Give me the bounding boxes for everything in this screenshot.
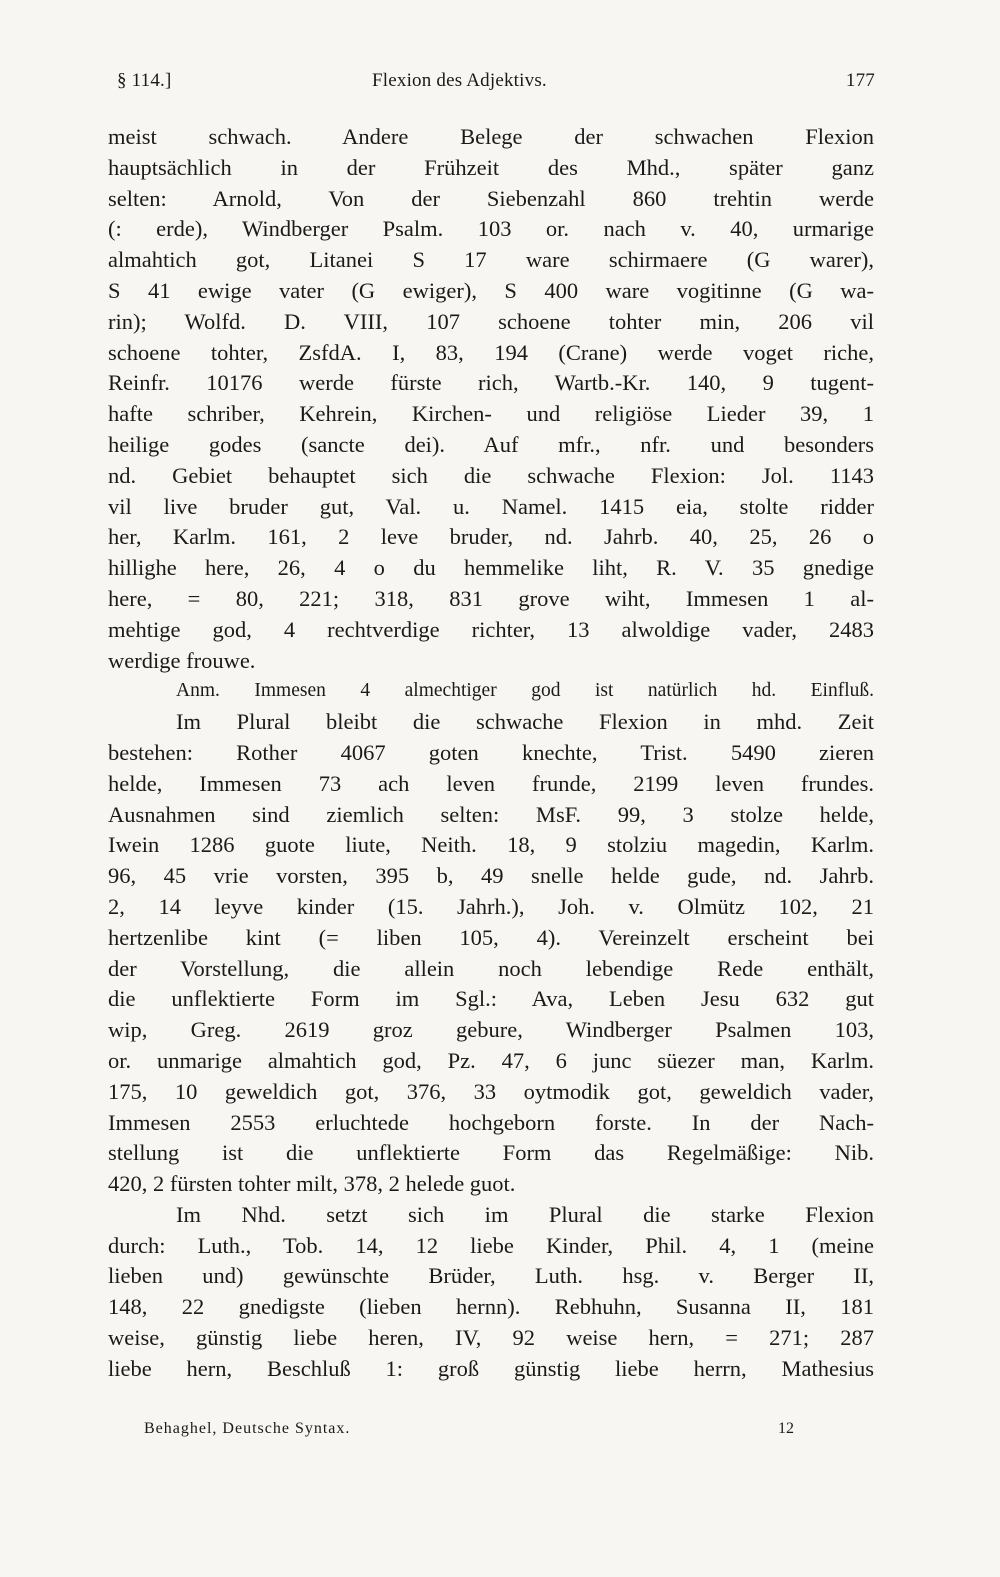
text-line: schoene tohter, ZsfdA. I, 83, 194 (Crane) werde voget riche, (108, 339, 874, 365)
text-line: selten: Arnold, Von der Siebenzahl 860 trehtin werde (108, 185, 874, 211)
text-line: stellung ist die unflektierte Form das Regelmäßige: Nib. (108, 1140, 874, 1166)
text-line: hauptsächlich in der Frühzeit des Mhd., später ganz (108, 154, 874, 180)
text-line: 2, 14 leyve kinder (15. Jahrh.), Joh. v. Olmütz 102, 21 (108, 893, 874, 919)
text-line: durch: Luth., Tob. 14, 12 liebe Kinder, Phil. 4, 1 (meine (108, 1232, 874, 1258)
text-line: weise, günstig liebe heren, IV, 92 weise hern, = 271; 287 (108, 1325, 874, 1351)
text-line: hertzenlibe kint (= liben 105, 4). Vereinzelt erscheint bei (108, 924, 874, 950)
text-line: Ausnahmen sind ziemlich selten: MsF. 99, 3 stolze helde, (108, 801, 874, 827)
text-line: wip, Greg. 2619 groz gebure, Windberger Psalmen 103, (108, 1017, 874, 1043)
body-text (108, 122, 874, 1385)
text-line: der Vorstellung, die allein noch lebendige Rede enthält, (108, 955, 874, 981)
text-line: (: erde), Windberger Psalm. 103 or. nach v. 40, urmarige (108, 216, 874, 242)
text-line: almahtich got, Litanei S 17 ware schirmaere (G warer), (108, 247, 874, 273)
signature-line: Behaghel, Deutsche Syntax. (144, 1420, 351, 1437)
text-line: here, = 80, 221; 318, 831 grove wiht, Immesen 1 al- (108, 585, 874, 611)
text-line: bestehen: Rother 4067 goten knechte, Trist. 5490 zieren (108, 739, 874, 765)
text-line: her, Karlm. 161, 2 leve bruder, nd. Jahrb. 40, 25, 26 o (108, 524, 874, 550)
text-line: meist schwach. Andere Belege der schwachen Flexion (108, 124, 874, 149)
page-number: 177 (845, 70, 875, 91)
text-line: 420, 2 fürsten tohter milt, 378, 2 helede guot. (108, 1171, 516, 1197)
text-line: S 41 ewige vater (G ewiger), S 400 ware vogitinne (G wa- (108, 277, 874, 303)
text-line: liebe hern, Beschluß 1: groß günstig liebe herrn, Mathesius (108, 1355, 874, 1381)
section-number: § 114.] (117, 70, 172, 91)
text-line: 175, 10 geweldich got, 376, 33 oytmodik got, geweldich vader, (108, 1078, 874, 1104)
annotation-note: Anm. Immesen 4 almechtiger god ist natürlich hd. Einfluß. (176, 680, 874, 702)
text-line: werdige frouwe. (108, 647, 256, 673)
text-line: helde, Immesen 73 ach leven frunde, 2199 leven frundes. (108, 770, 874, 796)
text-line: Reinfr. 10176 werde fürste rich, Wartb.-Kr. 140, 9 tugent- (108, 370, 874, 396)
text-line: Iwein 1286 guote liute, Neith. 18, 9 stolziu magedin, Karlm. (108, 832, 874, 858)
text-line: lieben und) gewünschte Brüder, Luth. hsg. v. Berger II, (108, 1263, 874, 1289)
text-line: die unflektierte Form im Sgl.: Ava, Leben Jesu 632 gut (108, 986, 874, 1012)
text-line: heilige godes (sancte dei). Auf mfr., nfr. und besonders (108, 431, 874, 457)
text-line: or. unmarige almahtich god, Pz. 47, 6 junc süezer man, Karlm. (108, 1047, 874, 1073)
running-title: Flexion des Adjektivs. (372, 70, 547, 91)
text-line: Im Nhd. setzt sich im Plural die starke Flexion (176, 1201, 874, 1227)
text-line: nd. Gebiet behauptet sich die schwache Flexion: Jol. 1143 (108, 462, 874, 488)
text-line: Immesen 2553 erluchtede hochgeborn forste. In der Nach- (108, 1109, 874, 1135)
text-line: hafte schriber, Kehrein, Kirchen- und religiöse Lieder 39, 1 (108, 401, 874, 427)
text-line: mehtige god, 4 rechtverdige richter, 13 alwoldige vader, 2483 (108, 616, 874, 642)
text-line: rin); Wolfd. D. VIII, 107 schoene tohter min, 206 vil (108, 308, 874, 334)
text-line: vil live bruder gut, Val. u. Namel. 1415 eia, stolte ridder (108, 493, 874, 519)
sheet-number: 12 (778, 1420, 794, 1437)
text-line: 148, 22 gnedigste (lieben hernn). Rebhuhn, Susanna II, 181 (108, 1294, 874, 1320)
text-line: 96, 45 vrie vorsten, 395 b, 49 snelle helde gude, nd. Jahrb. (108, 863, 874, 889)
text-line: hillighe here, 26, 4 o du hemmelike liht, R. V. 35 gnedige (108, 555, 874, 581)
text-line: Im Plural bleibt die schwache Flexion in mhd. Zeit (176, 709, 874, 735)
